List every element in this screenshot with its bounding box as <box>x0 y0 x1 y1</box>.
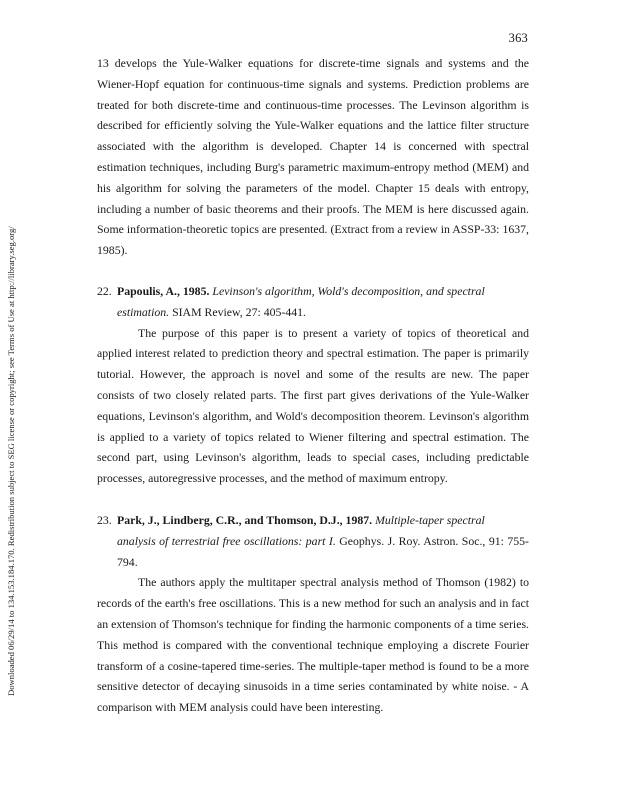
reference-number: 23. <box>97 512 112 527</box>
reference-source: SIAM Review, 27: 405-441. <box>172 304 306 319</box>
page-body <box>97 53 529 718</box>
reference-title-line2: analysis of terrestrial free oscillations: part I. <box>117 533 336 548</box>
reference-authors: Papoulis, A., 1985. <box>117 283 210 298</box>
download-notice: Downloaded 06/29/14 to 134.153.184.170. Redistribution subject to SEG license or copyright; see Terms of Use at http://library.seg.org/ <box>6 226 16 696</box>
reference-abstract: The purpose of this paper is to present a variety of topics of theoretical and applied interest related to prediction theory and spectral estimation. The paper is primarily tutorial. However, the approach is novel and some of the results are new. The paper consists of two closely related parts. The first part gives derivations of the Yule-Walker equations, Levinson's algorithm, and Wold's decomposition theorem. Levinson's algorithm is applied to a variety of topics related to Wiener filtering and spectral estimation. The second part, using Levinson's algorithm, leads to special cases, including predictable processes, autoregressive processes, and the method of maximum entropy. <box>97 325 529 486</box>
reference-authors: Park, J., Lindberg, C.R., and Thomson, D.J., 1987. <box>117 512 373 527</box>
reference-source: Geophys. J. Roy. Astron. Soc., 91: 755-794. <box>117 533 529 569</box>
page-number: 363 <box>508 31 528 45</box>
reference-title-continued <box>97 531 529 573</box>
reference-title: Multiple-taper spectral <box>375 512 485 527</box>
reference-title-continued <box>97 302 529 323</box>
reference-22 <box>97 281 529 302</box>
reference-23 <box>97 510 529 531</box>
reference-title: Levinson's algorithm, Wold's decomposition, and spectral <box>212 283 485 298</box>
intro-paragraph: 13 develops the Yule-Walker equations for discrete-time signals and systems and the Wiener-Hopf equation for continuous-time signals and systems. Prediction problems are treated for both discrete-time and continuous-time processes. The Levinson algorithm is described for efficiently solving the Yule-Walker equations and the lattice filter structure associated with the algorithm is developed. Chapter 14 is concerned with spectral estimation techniques, including Burg's parametric maximum-entropy method (MEM) and his algorithm for solving the parameters of the model. Chapter 15 deals with entropy, including a number of basic theorems and their proofs. The MEM is here discussed again. Some information-theoretic topics are presented. (Extract from a review in ASSP-33: 1637, 1985). <box>97 56 529 258</box>
reference-abstract: The authors apply the multitaper spectral analysis method of Thomson (1982) to records of the earth's free oscillations. This is a new method for such an analysis and in fact an extension of Thomson's technique for finding the harmonic components of a time series. This method is compared with the conventional technique employing a discrete Fourier transform of a cosine-tapered time-series. The multiple-taper method is found to be a more sensitive detector of decaying sinusoids in a time series contaminated by white noise. - A comparison with MEM analysis could have been interesting. <box>97 575 529 715</box>
reference-title-line2: estimation. <box>117 304 170 319</box>
reference-number: 22. <box>97 283 112 298</box>
